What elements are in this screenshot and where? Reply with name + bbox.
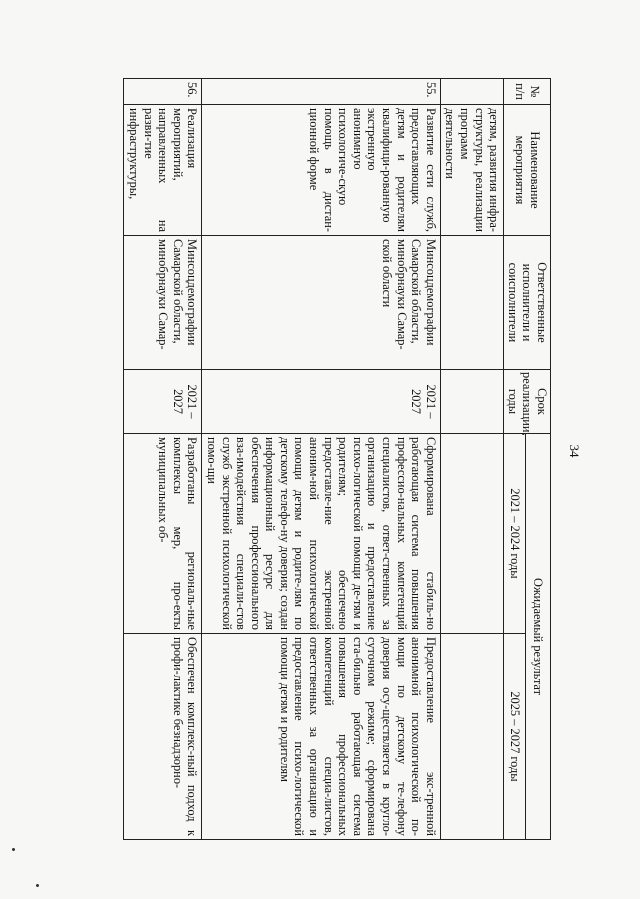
result-period-2: Обеспечен комплекс-ный подход к профи-лактике безнадзорно-	[124, 634, 202, 840]
table-header-row	[525, 79, 550, 840]
result-period-2: Предоставление экс-тренной анонимной психологической по-мощи по детскому те-лефону доверия осу-ществляется в кругло-суточном режиме; сформирована ста-бильно работающая система повышения профессиональных компетенций специа-листов, ответственных за организацию и предоставление психо-логической помощи детям и родителям	[202, 634, 441, 840]
result-period-1	[440, 434, 503, 634]
table-row	[440, 79, 503, 840]
term	[440, 370, 503, 434]
header-responsible: Ответственные исполнители и соисполнители	[504, 236, 551, 370]
header-period-1: 2021 – 2024 годы	[504, 434, 525, 634]
result-period-1: Сформирована стабиль-но работающая система повышения профессио-нальных компетенций специалистов, ответ-ственных за организацию и предоставление психо-логической помощи де-тям и родителям; обеспечено предоставле-ние экстренной аноним-ной психологической помощи детям и родите-лям по детскому телефо-ну доверия; создан информационный ресурс для обеспечения профессионального вза-имодействия специали-стов служб экстренной психологической помо-щи	[202, 434, 441, 634]
page-number: 34	[567, 444, 582, 458]
responsible	[440, 236, 503, 370]
result-period-2	[440, 634, 503, 840]
event-name: Реализация мероприятий, направленных на разви-тие инфраструктуры,	[124, 105, 202, 236]
result-period-1: Разработаны региональ-ные комплексы мер, про-екты муниципальных об-	[124, 434, 202, 634]
header-term: Срок реализации, годы	[504, 370, 551, 434]
term: 2021 – 2027	[202, 370, 441, 434]
header-expected-result: Ожидаемый результат	[525, 434, 550, 840]
row-number: 55.	[202, 79, 441, 105]
responsible: Минсоцдемографии Самарской области, минобрнауки Самар-	[124, 236, 202, 370]
responsible: Минсоцдемографии Самарской области, минобрнауки Самар-ской области	[202, 236, 441, 370]
header-period-2: 2025 – 2027 годы	[504, 634, 525, 840]
row-number	[440, 79, 503, 105]
header-number: № п/п	[504, 79, 551, 105]
table-row	[124, 79, 202, 840]
event-name: Развитие сети служб, предоставляющих детям и родителям квалифици-рованную экстренную анонимную психологиче-скую помощь в дистан-ционной форме	[202, 105, 441, 236]
event-name: детям, развития инфра-структуры, реализации программ деятельности	[440, 105, 503, 236]
row-number: 56.	[124, 79, 202, 105]
scan-speck	[36, 884, 39, 887]
header-event-name: Наименование мероприятия	[504, 105, 551, 236]
events-table	[123, 78, 551, 840]
scan-speck	[12, 848, 15, 851]
term: 2021 – 2027	[124, 370, 202, 434]
table-row	[202, 79, 441, 840]
